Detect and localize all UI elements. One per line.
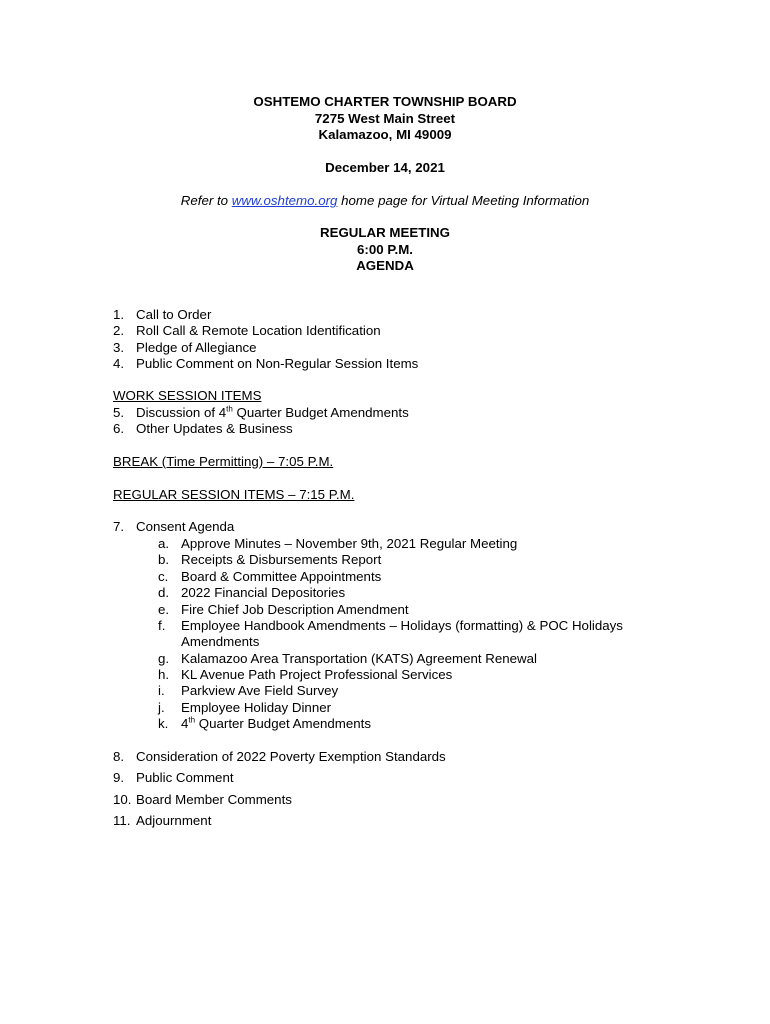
street-address: 7275 West Main Street xyxy=(314,111,456,126)
item-text: Public Comment on Non-Regular Session Items xyxy=(136,356,419,371)
item-number: 6. xyxy=(113,421,125,436)
item-text-pre: 4 xyxy=(181,716,189,731)
oshtemo-link[interactable]: www.oshtemo.org xyxy=(231,193,338,208)
item-text-post: Quarter Budget Amendments xyxy=(195,716,371,731)
item-text: Employee Handbook Amendments – Holidays (formatting) & POC Holidays xyxy=(181,618,623,633)
item-number: 3. xyxy=(113,340,125,355)
item-text xyxy=(181,716,371,733)
item-letter: k. xyxy=(158,716,169,731)
ordinal-suffix: th xyxy=(226,404,233,414)
item-text: Consent Agenda xyxy=(136,519,235,534)
item-letter: i. xyxy=(158,683,165,698)
break-heading: BREAK (Time Permitting) – 7:05 P.M. xyxy=(113,454,334,469)
item-text: Adjournment xyxy=(136,813,212,828)
item-text-post: Quarter Budget Amendments xyxy=(232,405,409,420)
item-text: Parkview Ave Field Survey xyxy=(181,683,339,698)
meeting-time: 6:00 P.M. xyxy=(357,242,413,257)
item-text: Roll Call & Remote Location Identification xyxy=(136,323,381,338)
work-session-heading: WORK SESSION ITEMS xyxy=(113,388,262,403)
item-text: Fire Chief Job Description Amendment xyxy=(181,602,409,617)
item-text: Consideration of 2022 Poverty Exemption Standards xyxy=(136,749,446,764)
item-letter: h. xyxy=(158,667,170,682)
item-text: Employee Holiday Dinner xyxy=(181,700,332,715)
item-letter: e. xyxy=(158,602,170,617)
item-number: 11. xyxy=(113,813,131,828)
item-text: Approve Minutes – November 9th, 2021 Regular Meeting xyxy=(181,536,518,551)
item-letter: c. xyxy=(158,569,169,584)
item-letter: g. xyxy=(158,651,170,666)
meeting-title: REGULAR MEETING xyxy=(319,225,450,240)
virtual-meeting-note xyxy=(0,193,770,210)
item-text: KL Avenue Path Project Professional Services xyxy=(181,667,453,682)
item-letter: d. xyxy=(158,585,170,600)
item-number: 10. xyxy=(113,792,132,807)
item-letter: j. xyxy=(158,700,165,715)
item-letter: a. xyxy=(158,536,170,551)
virtual-prefix: Refer to xyxy=(180,193,232,208)
item-letter: b. xyxy=(158,552,170,567)
item-text: Call to Order xyxy=(136,307,212,322)
item-number: 2. xyxy=(113,323,125,338)
agenda-heading: AGENDA xyxy=(356,258,414,273)
item-letter: f. xyxy=(158,618,166,633)
item-text: Board Member Comments xyxy=(136,792,292,807)
meeting-date: December 14, 2021 xyxy=(325,160,445,175)
regular-session-heading: REGULAR SESSION ITEMS – 7:15 P.M. xyxy=(113,487,355,502)
org-name: OSHTEMO CHARTER TOWNSHIP BOARD xyxy=(253,94,517,109)
item-text xyxy=(136,405,409,422)
item-text: Board & Committee Appointments xyxy=(181,569,382,584)
item-number: 8. xyxy=(113,749,125,764)
item-text: Kalamazoo Area Transportation (KATS) Agreement Renewal xyxy=(181,651,537,666)
item-number: 7. xyxy=(113,519,125,534)
item-number: 4. xyxy=(113,356,125,371)
item-text: Amendments xyxy=(181,634,260,649)
item-text: Pledge of Allegiance xyxy=(136,340,257,355)
item-text: Receipts & Disbursements Report xyxy=(181,552,382,567)
virtual-suffix: home page for Virtual Meeting Information xyxy=(337,193,590,208)
city-address: Kalamazoo, MI 49009 xyxy=(318,127,452,142)
item-text-pre: Discussion of 4 xyxy=(136,405,227,420)
item-text: 2022 Financial Depositories xyxy=(181,585,346,600)
ordinal-suffix: th xyxy=(188,715,196,725)
item-number: 1. xyxy=(113,307,125,322)
item-text: Other Updates & Business xyxy=(136,421,293,436)
item-number: 9. xyxy=(113,770,125,785)
item-text: Public Comment xyxy=(136,770,234,785)
item-number: 5. xyxy=(113,405,125,420)
